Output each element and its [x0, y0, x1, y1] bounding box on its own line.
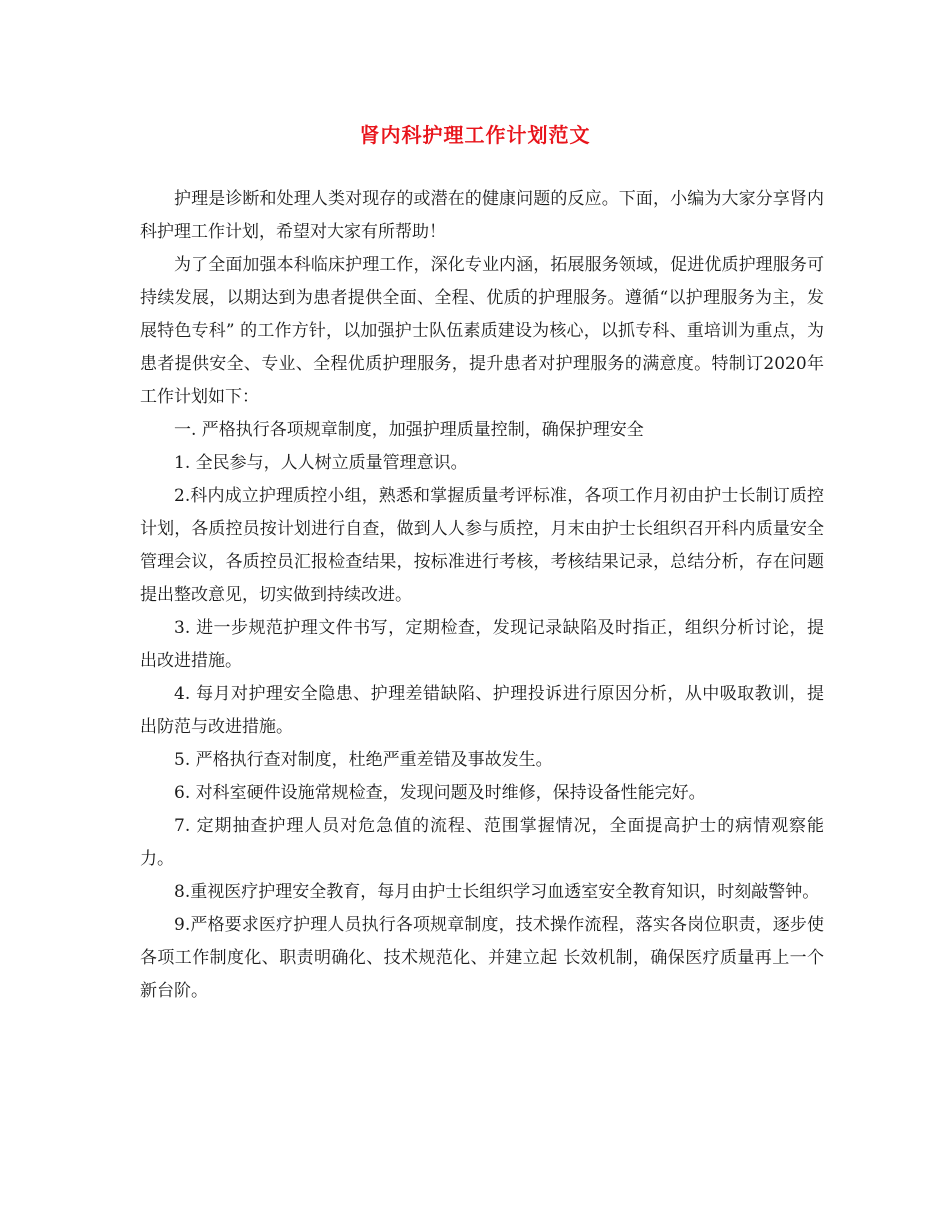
- section-heading-1: 一. 严格执行各项规章制度，加强护理质量控制，确保护理安全: [174, 420, 644, 440]
- list-item-3: 3. 进一步规范护理文件书写，定期检查，发现记录缺陷及时指正，组织分析讨论，提出改进措施。: [140, 618, 824, 671]
- list-item-7: 7. 定期抽查护理人员对危急值的流程、范围掌握情况，全面提高护士的病情观察能力。: [140, 816, 824, 869]
- list-item-9: 9.严格要求医疗护理人员执行各项规章制度，技术操作流程，落实各岗位职责，逐步使各项工作制度化、职责明确化、技术规范化、并建立起 长效机制，确保医疗质量再上一个新台阶。: [140, 915, 824, 1001]
- list-item-1: 1. 全民参与，人人树立质量管理意识。: [174, 453, 468, 473]
- list-item-5: 5. 严格执行查对制度，杜绝严重差错及事故发生。: [174, 750, 553, 770]
- list-item-8: 8.重视医疗护理安全教育，每月由护士长组织学习血透室安全教育知识，时刻敲警钟。: [174, 882, 820, 902]
- document-title: 肾内科护理工作计划范文: [359, 123, 591, 147]
- list-item-6: 6. 对科室硬件设施常规检查，发现问题及时维修，保持设备性能完好。: [174, 783, 706, 803]
- paragraph-intro: 护理是诊断和处理人类对现存的或潜在的健康问题的反应。下面，小编为大家分享肾内科护理工作计划，希望对大家有所帮助！: [140, 189, 824, 242]
- list-item-4: 4. 每月对护理安全隐患、护理差错缺陷、护理投诉进行原因分析，从中吸取教训，提出防范与改进措施。: [140, 684, 824, 737]
- list-item-2: 2.科内成立护理质控小组，熟悉和掌握质量考评标准，各项工作月初由护士长制订质控计划，各质控员按计划进行自查，做到人人参与质控，月末由护士长组织召开科内质量安全管理会议，各质控员汇报检查结果，按标准进行考核，考核结果记录，总结分析，存在问题提出整改意见，切实做到持续改进。: [140, 486, 824, 605]
- document-body: [140, 183, 824, 1008]
- paragraph-purpose: 为了全面加强本科临床护理工作，深化专业内涵，拓展服务领域，促进优质护理服务可持续发展，以期达到为患者提供全面、全程、优质的护理服务。遵循“以护理服务为主，发展特色专科” 的工作方针，以加强护士队伍素质建设为核心，以抓专科、重培训为重点，为患者提供安全、专业、全程优质护理服务，提升患者对护理服务的满意度。特制订2020年工作计划如下：: [140, 255, 824, 407]
